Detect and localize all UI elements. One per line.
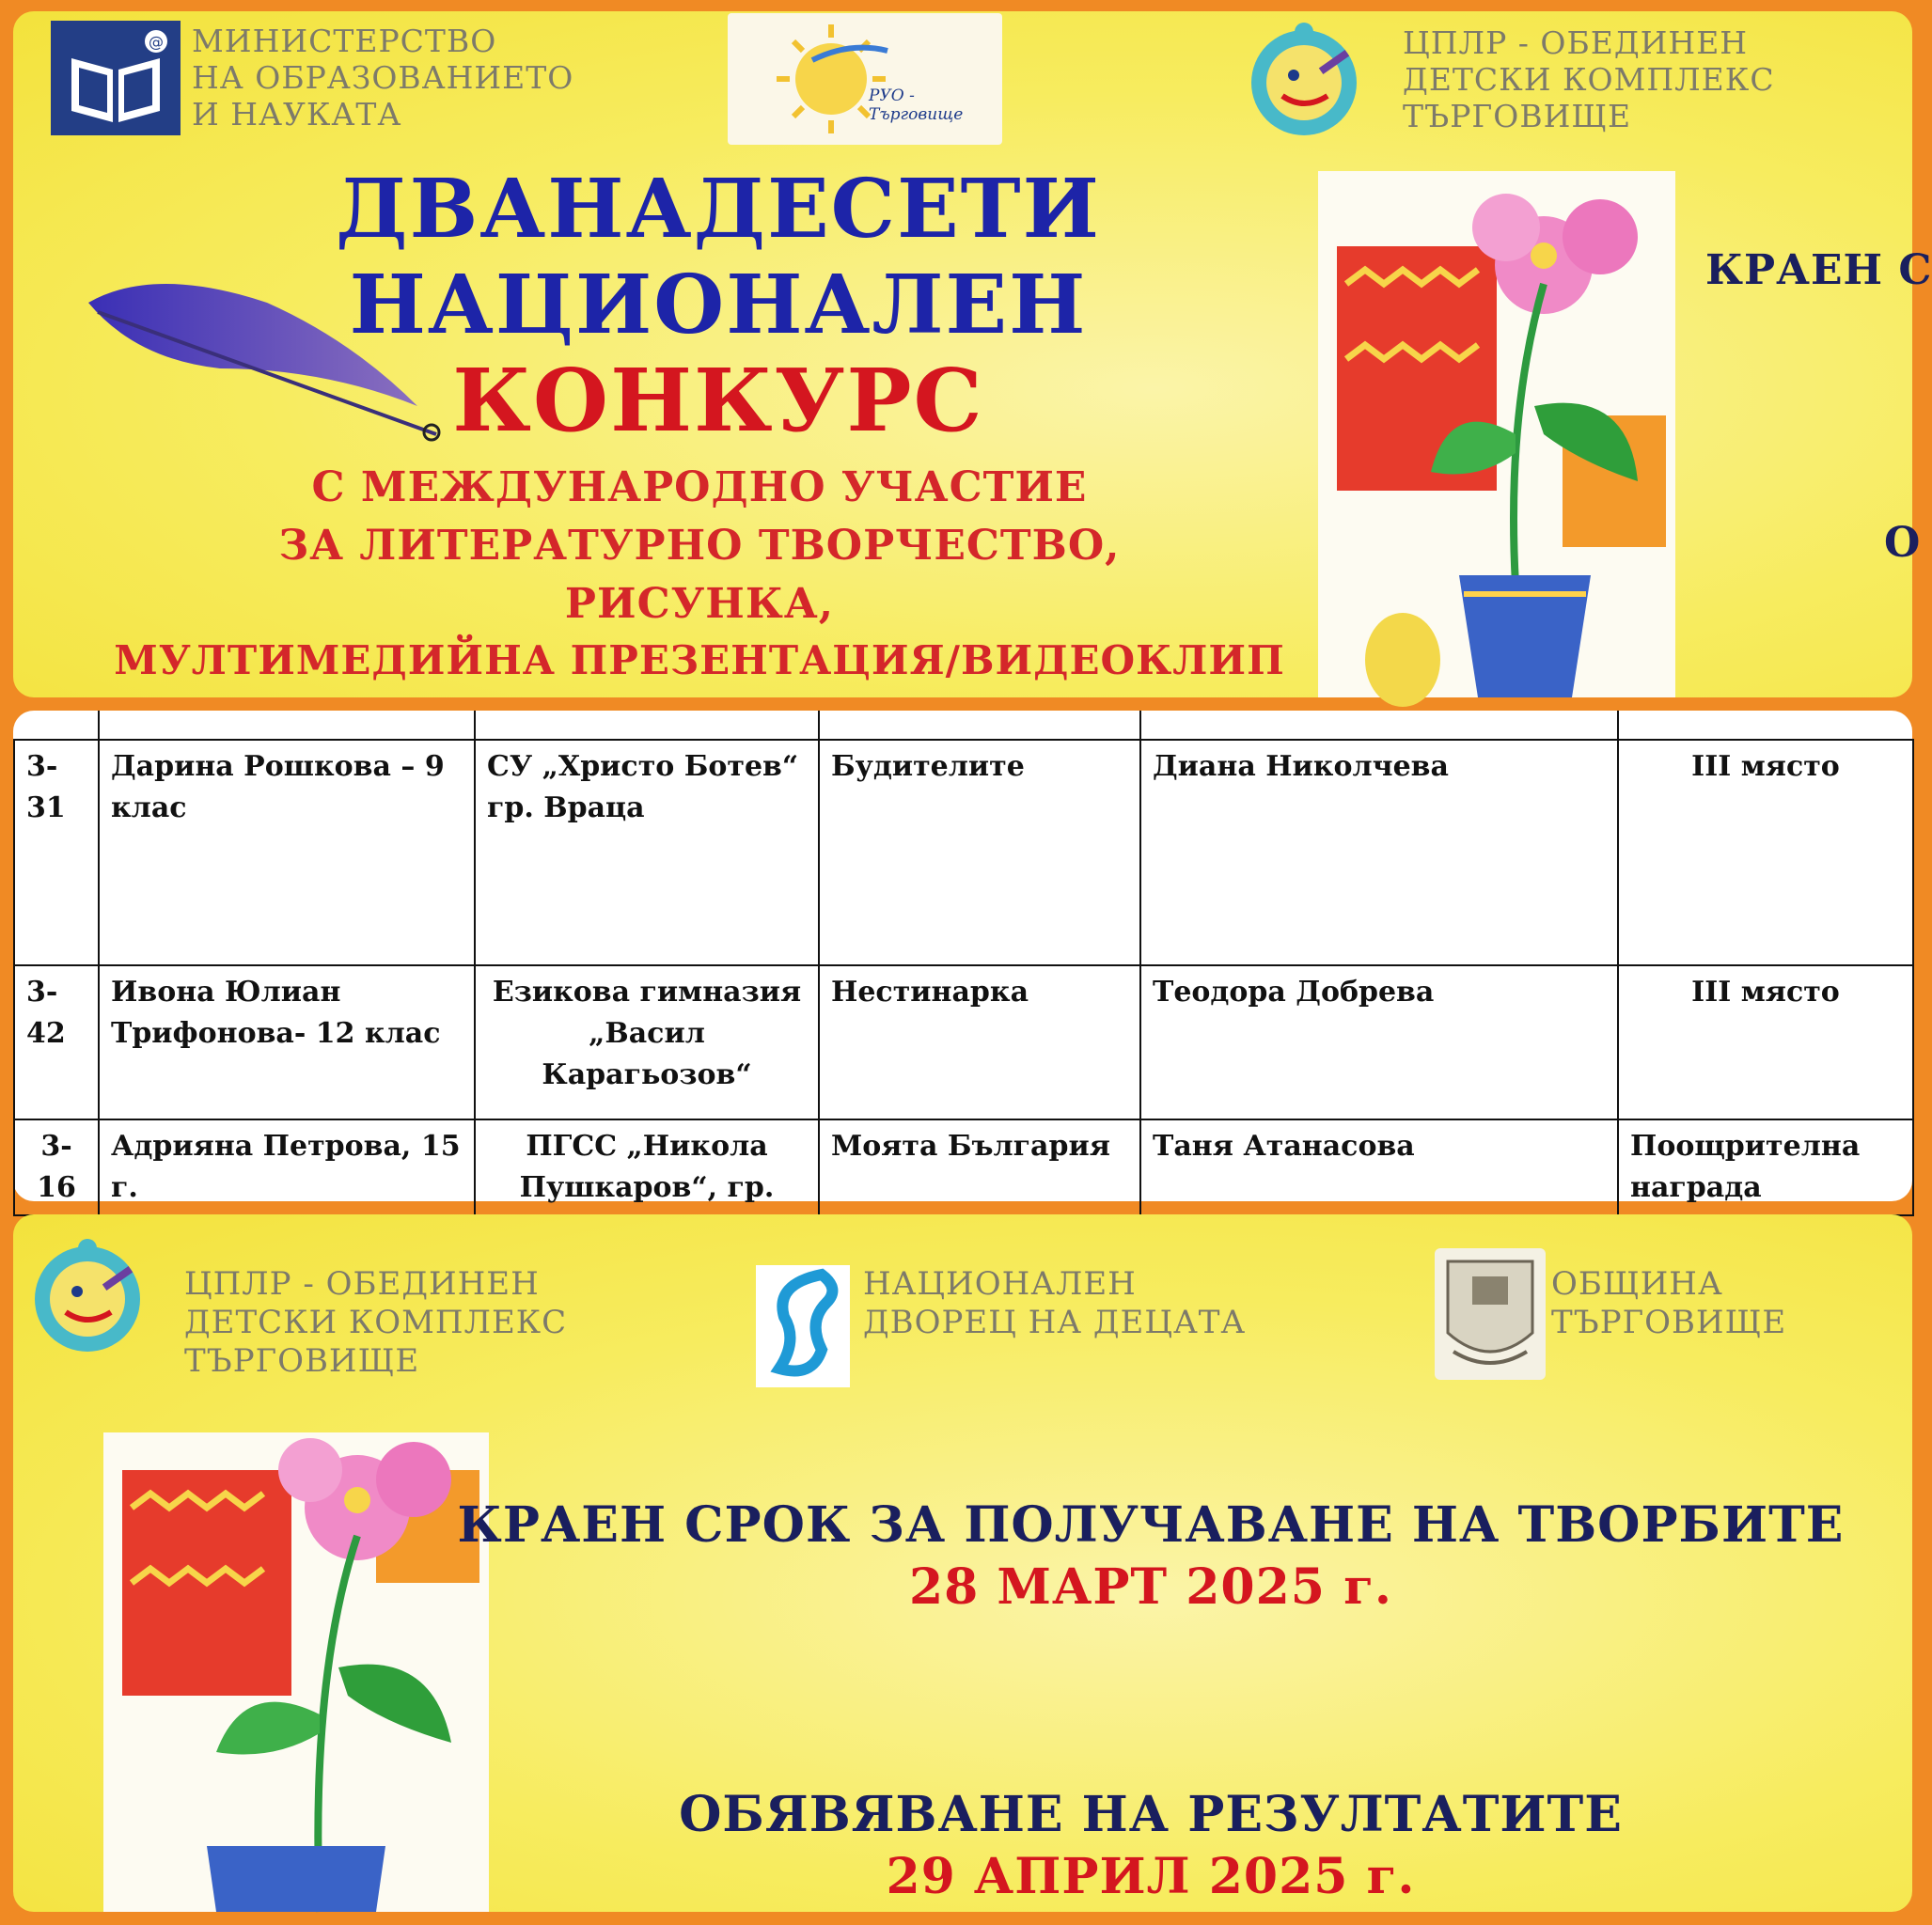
row-award: III място bbox=[1618, 965, 1913, 1119]
row-code: 3- 31 bbox=[14, 740, 99, 965]
palace-logo bbox=[756, 1265, 850, 1387]
cut-results-text: О bbox=[1884, 519, 1922, 567]
row-award: Поощрителна награда bbox=[1618, 1119, 1913, 1215]
subtitle-2: ЗА ЛИТЕРАТУРНО ТВОРЧЕСТВО, bbox=[278, 522, 1121, 570]
row-work-title: Моята България bbox=[819, 1119, 1140, 1215]
cplr-logo bbox=[28, 1237, 147, 1355]
row-award: III място bbox=[1618, 740, 1913, 965]
cplr-logo bbox=[1245, 21, 1363, 139]
row-school: ПГСС „Никола Пушкаров“, гр. bbox=[475, 1119, 819, 1215]
table-row bbox=[14, 740, 1913, 965]
top-poster bbox=[13, 11, 1932, 697]
row-school: Езикова гимназия „Васил Карагьозов“ bbox=[475, 965, 819, 1119]
results-table-panel bbox=[13, 711, 1912, 1204]
row-teacher: Диана Николчева bbox=[1140, 740, 1618, 965]
coat-of-arms-icon bbox=[1435, 1248, 1546, 1380]
row-code: 3- 42 bbox=[14, 965, 99, 1119]
row-teacher: Теодора Добрева bbox=[1140, 965, 1618, 1119]
table-row bbox=[14, 1119, 1913, 1215]
svg-text:@: @ bbox=[149, 33, 164, 51]
row-work-title: Будителите bbox=[819, 740, 1140, 965]
cplr-logo-text: ЦПЛР - ОБЕДИНЕН ДЕТСКИ КОМПЛЕКС ТЪРГОВИЩЕ bbox=[184, 1265, 568, 1380]
palace-swirl-icon bbox=[756, 1265, 850, 1387]
results-table bbox=[13, 739, 1914, 1216]
results-date: 29 АПРИЛ 2025 г. bbox=[886, 1848, 1416, 1905]
row-participant: Ивона Юлиан Трифонова- 12 клас bbox=[99, 965, 475, 1119]
row-participant: Дарина Рошкова – 9 клас bbox=[99, 740, 475, 965]
ministry-book-logo bbox=[51, 21, 181, 135]
row-teacher: Таня Атанасова bbox=[1140, 1119, 1618, 1215]
row-participant: Адрияна Петрова, 15 г. bbox=[99, 1119, 475, 1215]
palace-logo-text: НАЦИОНАЛЕН ДВОРЕЦ НА ДЕЦАТА bbox=[863, 1265, 1247, 1341]
subtitle-1: С МЕЖДУНАРОДНО УЧАСТИЕ bbox=[311, 463, 1088, 511]
ruo-logo bbox=[728, 13, 1002, 145]
ruo-logo-text: РУО - Търговище bbox=[869, 86, 964, 124]
ministry-logo-text: МИНИСТЕРСТВО НА ОБРАЗОВАНИЕТО И НАУКАТА bbox=[192, 23, 574, 133]
row-work-title: Нестинарка bbox=[819, 965, 1140, 1119]
title-line-1: ДВАНАДЕСЕТИ bbox=[336, 162, 1101, 257]
title-line-2: НАЦИОНАЛЕН bbox=[349, 258, 1088, 352]
subtitle-4: МУЛТИМЕДИЙНА ПРЕЗЕНТАЦИЯ/ВИДЕОКЛИП bbox=[114, 637, 1285, 683]
cut-deadline-text: КРАЕН С bbox=[1705, 246, 1932, 294]
table-row bbox=[14, 965, 1913, 1119]
flower-painting bbox=[1318, 171, 1675, 697]
title-line-3: КОНКУРС bbox=[452, 350, 984, 451]
sun-icon bbox=[728, 13, 1002, 145]
deadline-label: КРАЕН СРОК ЗА ПОЛУЧАВАНЕ НА ТВОРБИТЕ bbox=[457, 1496, 1845, 1554]
deadline-date: 28 МАРТ 2025 г. bbox=[908, 1558, 1393, 1616]
row-code: 3- 16 bbox=[14, 1119, 99, 1215]
table-top-border-row bbox=[13, 711, 1912, 741]
municipality-coat-of-arms bbox=[1435, 1248, 1546, 1380]
results-label: ОБЯВЯВАНЕ НА РЕЗУЛТАТИТЕ bbox=[679, 1786, 1623, 1843]
municipality-logo-text: ОБЩИНА ТЪРГОВИЩЕ bbox=[1551, 1265, 1787, 1341]
cplr-logo-text: ЦПЛР - ОБЕДИНЕН ДЕТСКИ КОМПЛЕКС ТЪРГОВИЩЕ bbox=[1403, 24, 1775, 134]
row-school: СУ „Христо Ботев“ гр. Враца bbox=[475, 740, 819, 965]
bottom-poster bbox=[13, 1214, 1912, 1912]
subtitle-3: РИСУНКА, bbox=[564, 580, 835, 628]
